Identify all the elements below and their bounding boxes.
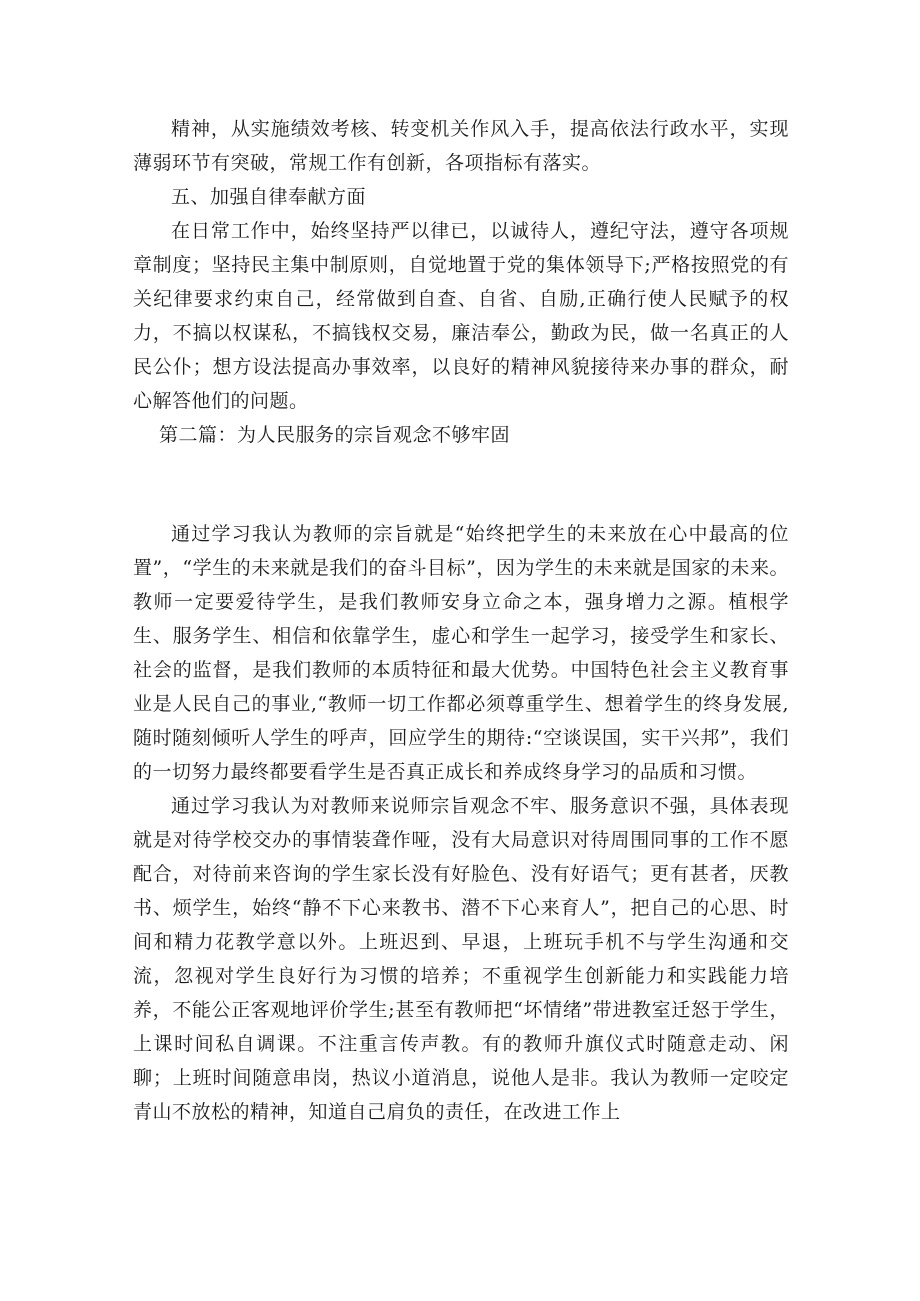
top-text-block <box>133 112 789 452</box>
teacher-problems-paragraph: 通过学习我认为对教师来说师宗旨观念不牢、服务意识不强，具体表现就是对待学校交办的事情装聋作哑，没有大局意识对待周围同事的工作不愿配合，对待前来咨询的学生家长没有好脸色、没有好语气；更有甚者，厌教书、烦学生，始终“静不下心来教书、潜不下心来育人”，把自己的心思、时间和精力花教学意以外。上班迟到、早退，上班玩手机不与学生沟通和交流，忽视对学生良好行为习惯的培养；不重视学生创新能力和实践能力培养，不能公正客观地评价学生;甚至有教师把“坏情绪”带进教室迁怒于学生，上课时间私自调课。不注重言传声教。有的教师升旗仪式时随意走动、闲聊；上班时间随意串岗，热议小道消息，说他人是非。我认为教师一定咬定青山不放松的精神，知道自己肩负的责任，在改进工作上 <box>133 795 789 1123</box>
self-discipline-paragraph: 在日常工作中，始终坚持严以律已，以诚待人，遵纪守法，遵守各项规章制度；坚持民主集中制原则，自觉地置于党的集体领导下;严格按照党的有关纪律要求约束自己，经常做到自查、自省、自励,正确行使人民赋予的权力，不搞以权谋私，不搞钱权交易，廉洁奉公，勤政为民，做一名真正的人民公仆；想方设法提高办事效率，以良好的精神风貌接待来办事的群众，耐心解答他们的问题。 <box>133 220 789 412</box>
bottom-text-block <box>133 517 789 1129</box>
continuation-paragraph: 精神，从实施绩效考核、转变机关作风入手，提高依法行政水平，实现薄弱环节有突破，常规工作有创新，各项指标有落实。 <box>133 118 789 174</box>
section-heading-five: 五、加强自律奉献方面 <box>171 186 367 208</box>
chapter-two-title: 第二篇：为人民服务的宗旨观念不够牢固 <box>159 424 511 446</box>
teacher-purpose-paragraph: 通过学习我认为教师的宗旨就是“始终把学生的未来放在心中最高的位置”，“学生的未来就是我们的奋斗目标”，因为学生的未来就是国家的未来。教师一定要爱待学生，是我们教师安身立命之本，强身增力之源。植根学生、服务学生、相信和依靠学生，虚心和学生一起学习，接受学生和家长、社会的监督，是我们教师的本质特征和最大优势。中国特色社会主义教育事业是人民自己的事业,“教师一切工作都必须尊重学生、想着学生的终身发展,随时随刻倾听人学生的呼声，回应学生的期待:“空谈误国，实干兴邦”，我们的一切努力最终都要看学生是否真正成长和养成终身学习的品质和习惯。 <box>133 523 789 783</box>
